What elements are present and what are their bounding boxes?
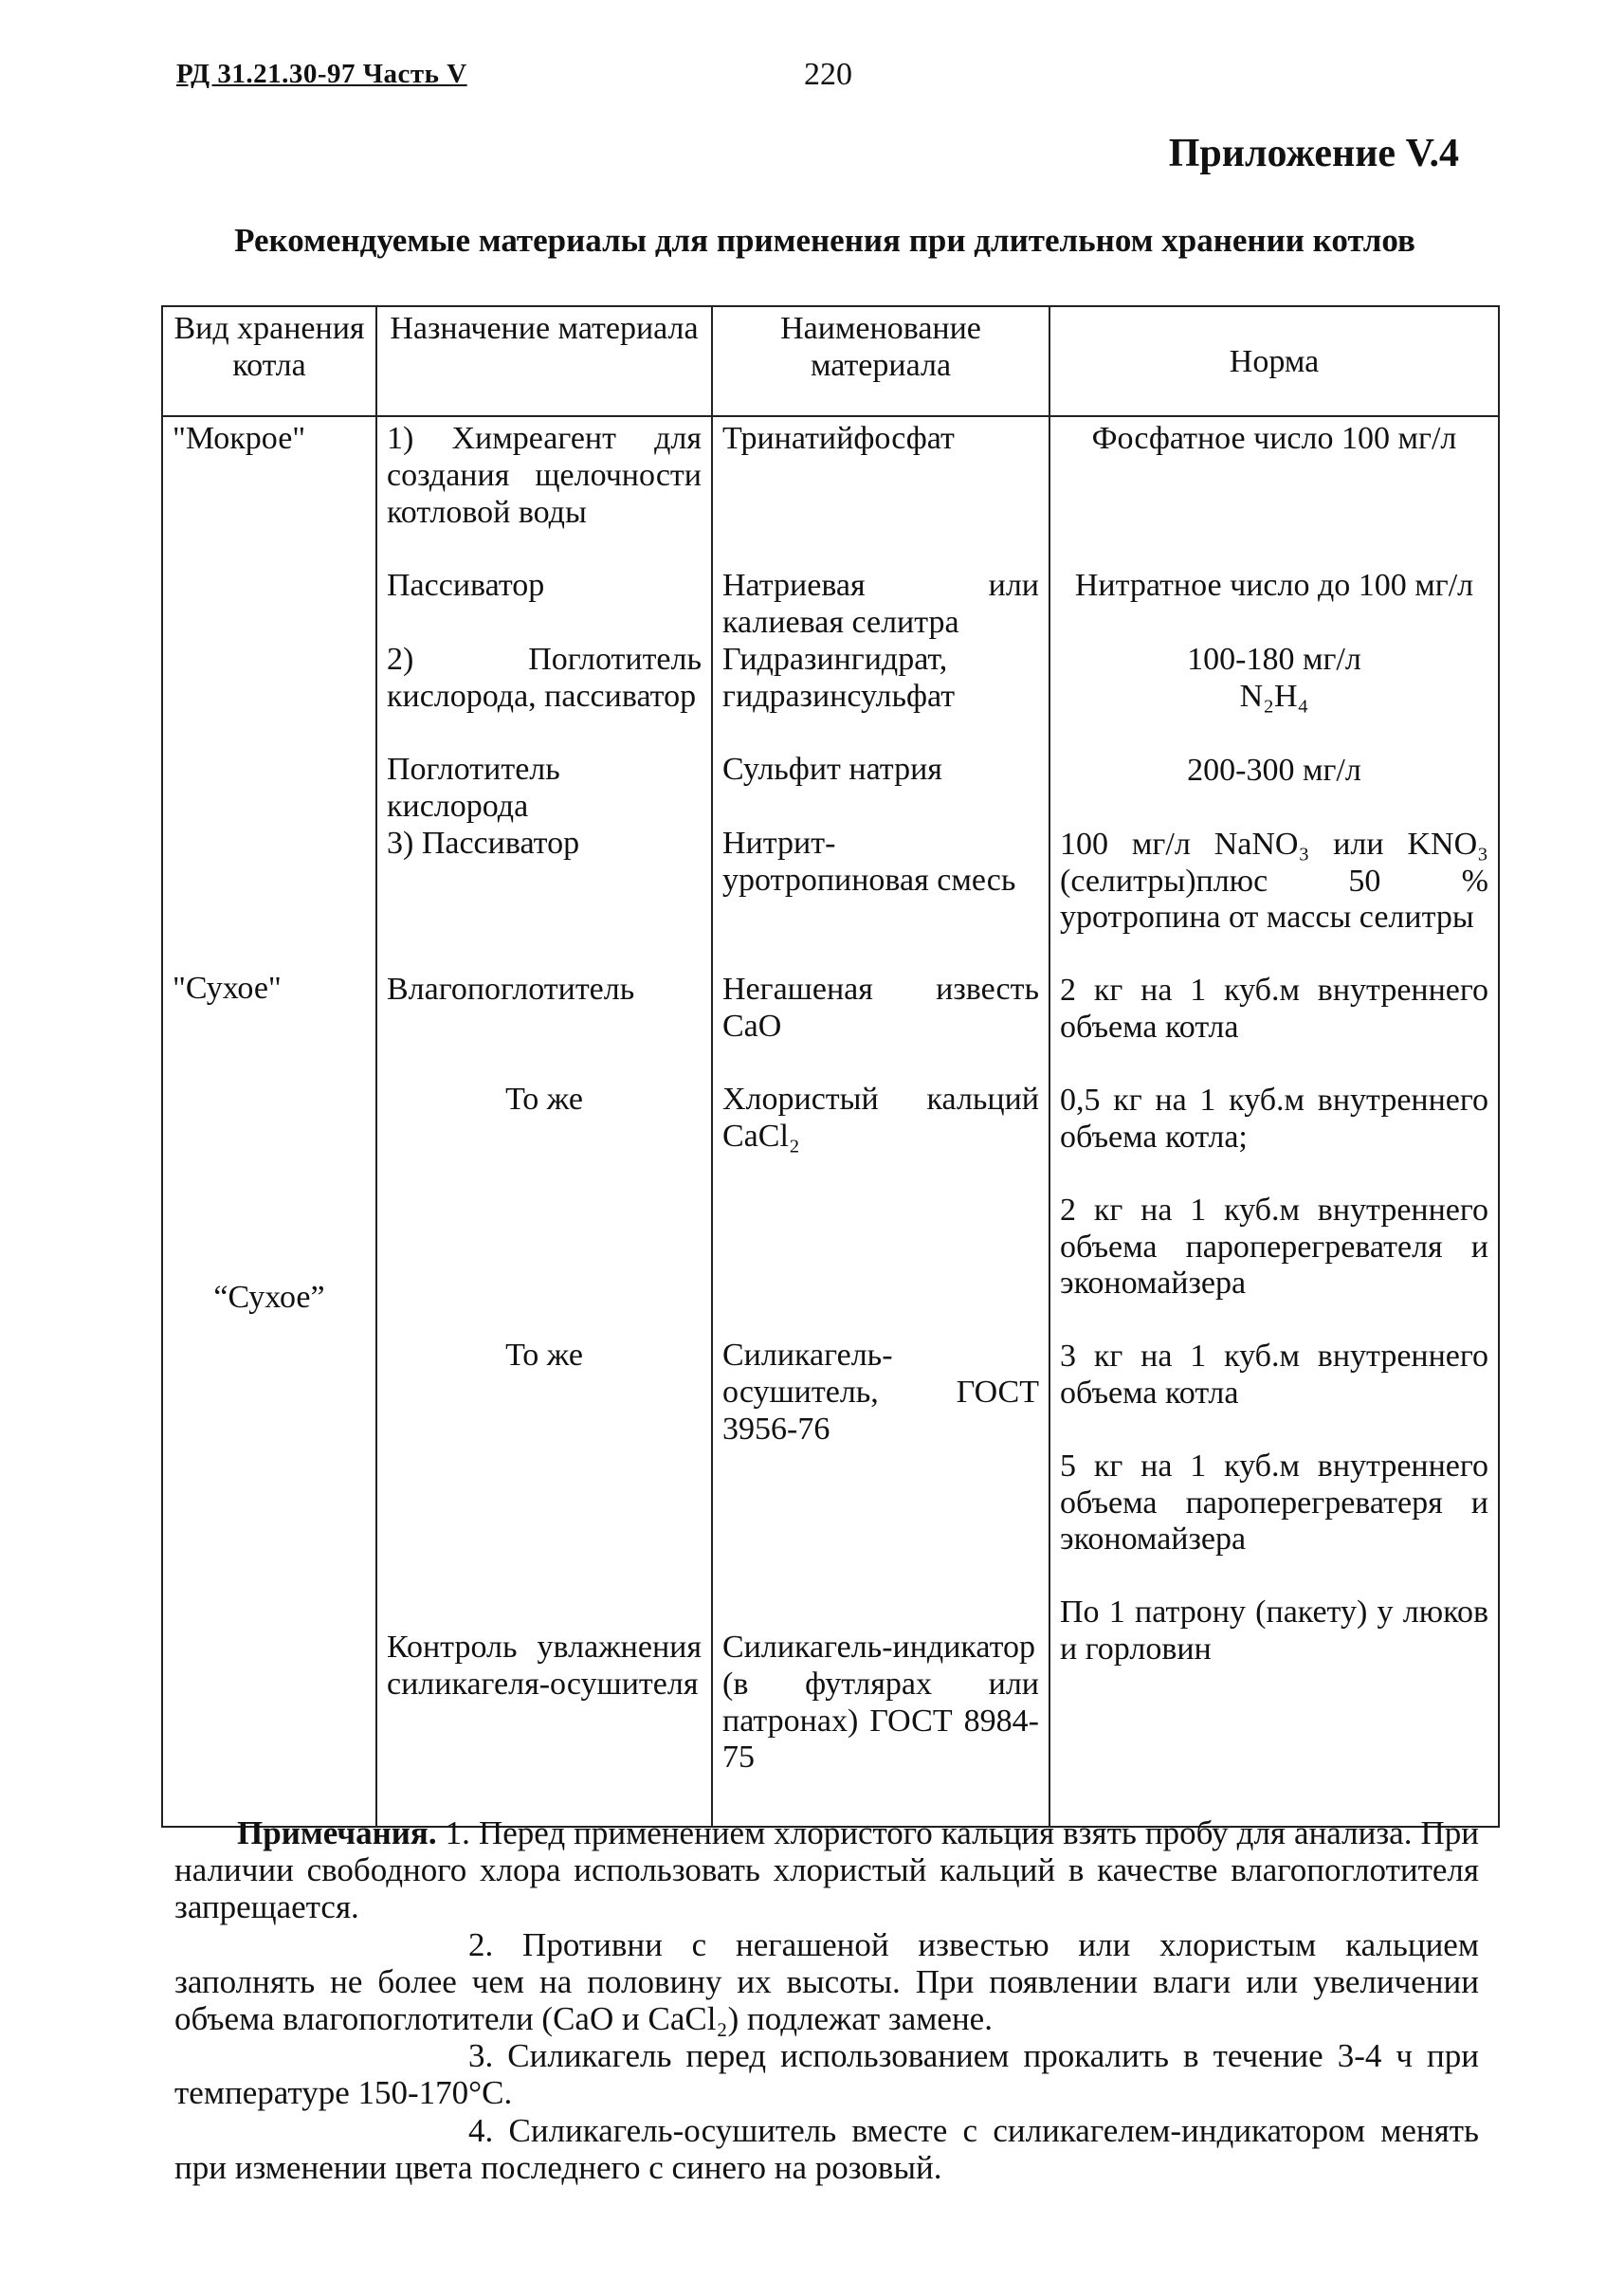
purpose-item: Влагопоглотитель — [387, 972, 635, 1007]
purpose-item: Пассиватор — [387, 568, 545, 603]
purpose-item: Контроль увлажнения силикагеля-осушителя — [387, 1630, 702, 1702]
purpose-item: 1) Химреагент для создания щелочности котловой воды — [387, 421, 702, 530]
purpose-cell — [376, 416, 712, 1827]
table-row — [162, 416, 1499, 1827]
norm-item: 100-180 мг/л — [1187, 642, 1361, 677]
storage-dry-1: "Сухое" — [173, 971, 282, 1006]
purpose-item: То же — [505, 1082, 583, 1117]
materials-table — [161, 305, 1500, 1828]
note-1 — [174, 1814, 1479, 1926]
header-storage-type: Вид хранения котла — [162, 306, 376, 416]
notes-label: Примечания. — [237, 1814, 437, 1851]
material-item: Силикагель-осушитель, ГОСТ 3956-76 — [722, 1338, 1039, 1447]
material-item: Негашеная известь CaO — [722, 972, 1039, 1044]
norm-item: По 1 патрону (пакету) у люков и горловин — [1060, 1594, 1488, 1667]
note-2: 2. Противни с негашеной известью или хлористым кальцием заполнять не более чем на половину их высоты. При появлении влаги или увеличении объема влагопоглотители (CaO и CaCl₂) подлежат замене. — [174, 1925, 1479, 2037]
table-header-row — [162, 306, 1499, 416]
note-3: 3. Силикагель перед использованием прокалить в течение 3-4 ч при температуре 150-170°С. — [174, 2037, 1479, 2112]
material-item: Тринатийфосфат — [722, 421, 955, 456]
purpose-item: 2) Поглотитель кислорода, пассиватор — [387, 642, 702, 714]
material-item: Натриевая или калиевая селитра — [722, 568, 1039, 640]
document-reference: РД 31.21.30-97 Часть V — [176, 59, 467, 89]
table-title: Рекомендуемые материалы для применения при длительном хранении котлов — [234, 222, 1415, 259]
storage-dry-2: “Сухое” — [213, 1280, 325, 1315]
storage-type-cell — [162, 416, 376, 1827]
norm-item: 2 кг на 1 куб.м внутреннего объема котла — [1060, 972, 1488, 1045]
material-item: Хлористый кальций CaCl₂ — [722, 1082, 1039, 1154]
header-material-purpose: Назначение материала — [376, 306, 712, 416]
material-item: Гидразингидрат, гидразинсульфат — [722, 642, 956, 714]
purpose-item: 3) Пассиватор — [387, 826, 580, 861]
purpose-item: Поглотитель кислорода — [387, 752, 560, 824]
norm-item: 5 кг на 1 куб.м внутреннего объема пароперегреватеря и экономайзера — [1060, 1448, 1488, 1558]
note-4: 4. Силикагель-осушитель вместе с силикагелем-индикатором менять при изменении цвета последнего с синего на розовый. — [174, 2111, 1479, 2186]
storage-wet: "Мокрое" — [173, 421, 306, 456]
norm-item: 200-300 мг/л — [1187, 752, 1361, 788]
purpose-item: То же — [505, 1338, 583, 1373]
norm-item: Фосфатное число 100 мг/л — [1091, 421, 1457, 456]
header-norm: Норма — [1049, 306, 1499, 416]
appendix-title: Приложение V.4 — [1168, 132, 1459, 175]
norm-item: N₂H₄ — [1239, 678, 1309, 714]
norm-item: 3 кг на 1 куб.м внутреннего объема котла — [1060, 1338, 1488, 1411]
notes-section — [174, 1814, 1479, 2186]
material-name-cell — [712, 416, 1049, 1827]
page-number: 220 — [804, 57, 852, 92]
material-item: Сульфит натрия — [722, 752, 942, 787]
material-item: Нитрит-уротропиновая смесь — [722, 826, 1016, 898]
material-item: Силикагель-индикатор (в футлярах или патронах) ГОСТ 8984-75 — [722, 1630, 1039, 1776]
header-material-name: Наименование материала — [712, 306, 1049, 416]
norm-cell — [1049, 416, 1499, 1827]
note-1-text: 1. Перед применением хлористого кальция взять пробу для анализа. При наличии свободного хлора использовать хлористый кальций в качестве влагопоглотителя запрещается. — [174, 1814, 1479, 1926]
norm-item: 100 мг/л NaNO₃ или KNO₃ (селитры)плюс 50 % уротропина от массы селитры — [1060, 826, 1488, 936]
norm-item: 0,5 кг на 1 куб.м внутреннего объема котла; — [1060, 1082, 1488, 1155]
norm-item: Нитратное число до 100 мг/л — [1074, 568, 1474, 603]
norm-item: 2 кг на 1 куб.м внутреннего объема пароперегревателя и экономайзера — [1060, 1192, 1488, 1302]
